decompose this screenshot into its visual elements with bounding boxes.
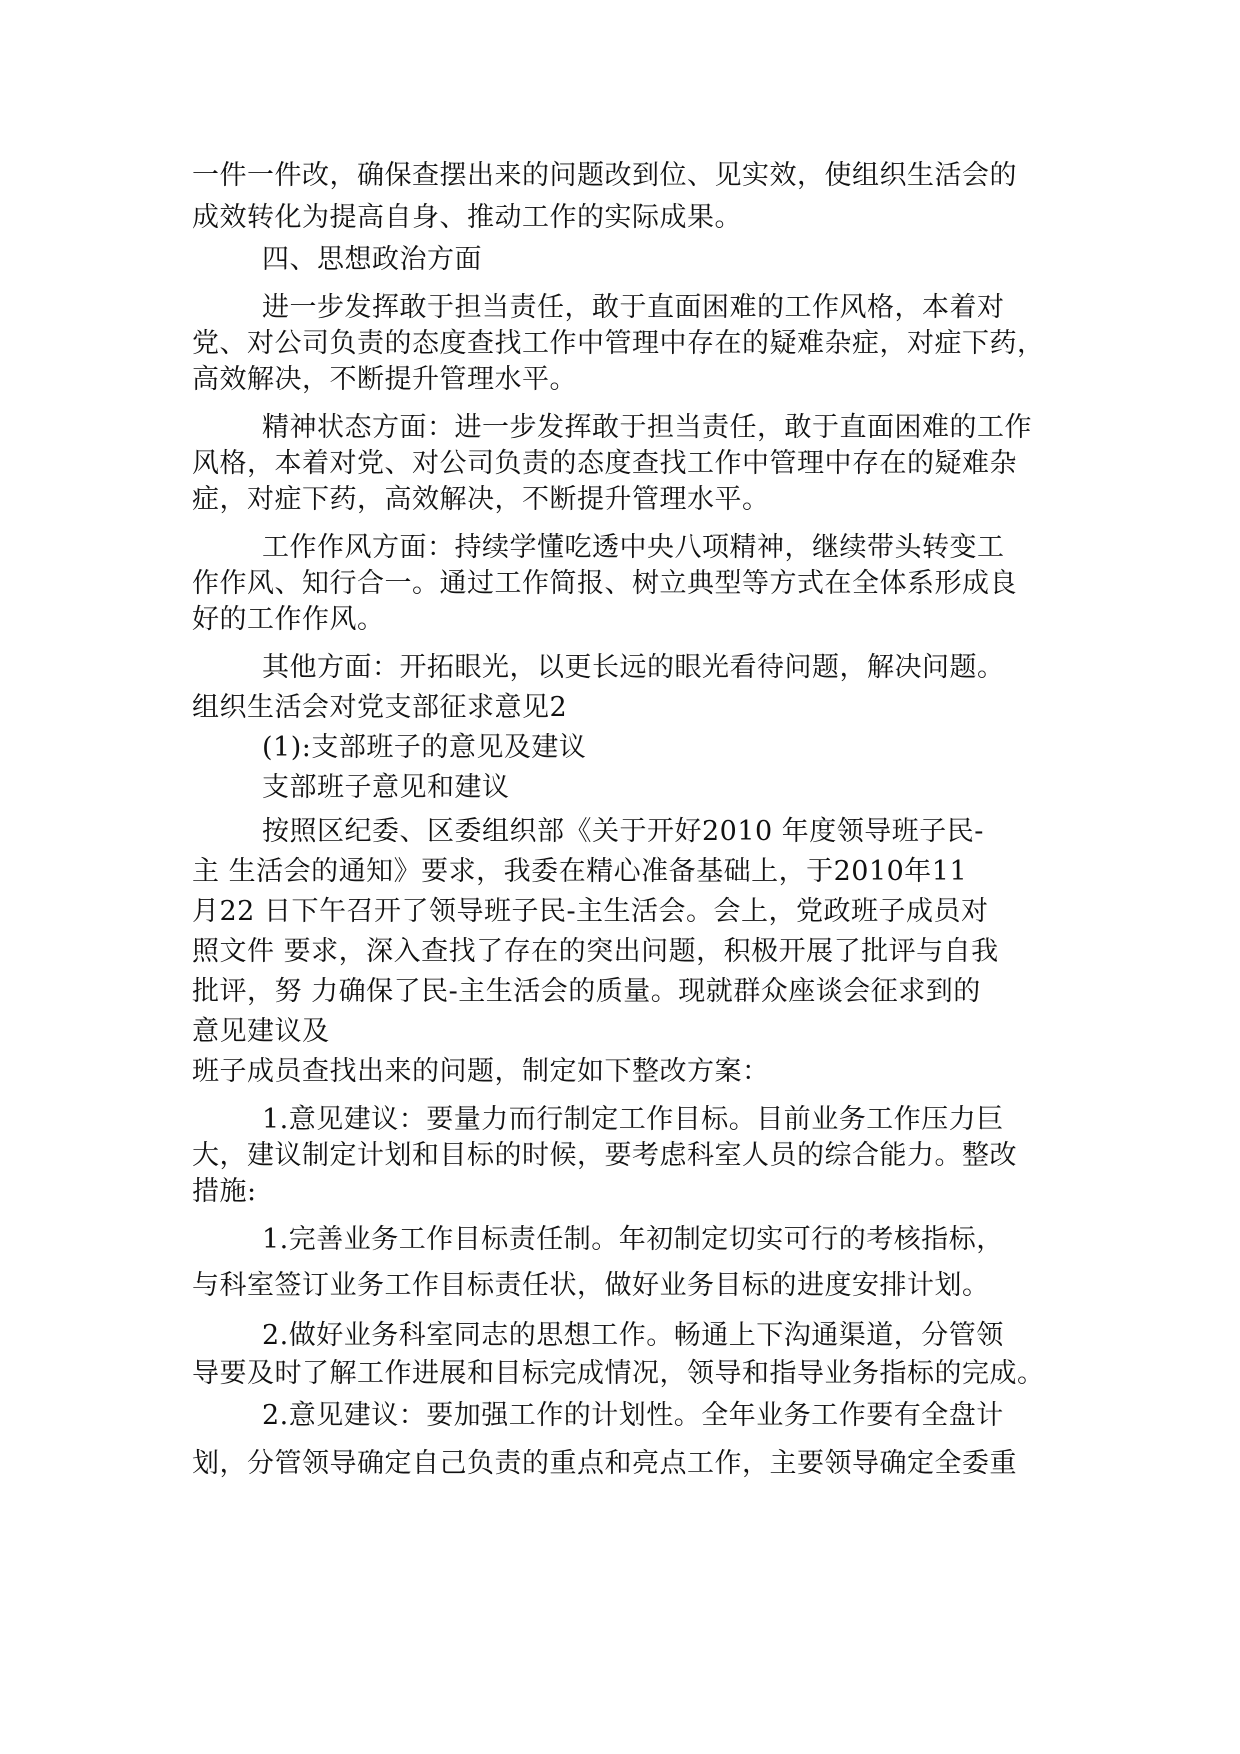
text-line: 2.做好业务科室同志的思想工作。畅通上下沟通渠道，分管领	[262, 1320, 1004, 1351]
text-line: 措施:	[192, 1176, 257, 1207]
subheading: 支部班子意见和建议	[262, 772, 510, 803]
text-line: 月22 日下午召开了领导班子民-主生活会。会上，党政班子成员对	[192, 896, 989, 927]
text-line: 好的工作作风。	[192, 604, 385, 635]
text-line: 高效解决，不断提升管理水平。	[192, 364, 577, 395]
text-line: 按照区纪委、区委组织部《关于开好2010 年度领导班子民-	[262, 816, 984, 847]
text-line: 导要及时了解工作进展和目标完成情况，领导和指导业务指标的完成。	[192, 1358, 1045, 1389]
text-line: 作作风、知行合一。通过工作简报、树立典型等方式在全体系形成良	[192, 568, 1017, 599]
text-line: 风格，本着对党、对公司负责的态度查找工作中管理中存在的疑难杂	[192, 448, 1017, 479]
text-line: 班子成员查找出来的问题，制定如下整改方案：	[192, 1056, 770, 1087]
section-title: 组织生活会对党支部征求意见2	[192, 692, 568, 723]
text-line: 批评，努 力确保了民-主生活会的质量。现就群众座谈会征求到的	[192, 976, 981, 1007]
text-line: 1.完善业务工作目标责任制。年初制定切实可行的考核指标，	[262, 1224, 1004, 1255]
text-line: 与科室签订业务工作目标责任状，做好业务目标的进度安排计划。	[192, 1270, 990, 1301]
text-line: 党、对公司负责的态度查找工作中管理中存在的疑难杂症，对症下药，	[192, 328, 1045, 359]
text-line: 照文件 要求，深入查找了存在的突出问题，积极开展了批评与自我	[192, 936, 999, 967]
text-line: 一件一件改，确保查摆出来的问题改到位、见实效，使组织生活会的	[192, 160, 1017, 191]
text-line: 成效转化为提高自身、推动工作的实际成果。	[192, 202, 742, 233]
text-line: 大，建议制定计划和目标的时候，要考虑科室人员的综合能力。整改	[192, 1140, 1017, 1171]
text-line: 工作作风方面：持续学懂吃透中央八项精神，继续带头转变工	[262, 532, 1005, 563]
text-line: 进一步发挥敢于担当责任，敢于直面困难的工作风格，本着对	[262, 292, 1005, 323]
text-line: 主 生活会的通知》要求，我委在精心准备基础上，于2010年11	[192, 856, 968, 887]
text-line: 意见建议及	[192, 1016, 330, 1047]
text-line: 症，对症下药，高效解决，不断提升管理水平。	[192, 484, 770, 515]
subheading: (1):支部班子的意见及建议	[262, 732, 587, 763]
text-line: 划，分管领导确定自己负责的重点和亮点工作，主要领导确定全委重	[192, 1448, 1017, 1479]
text-line: 精神状态方面：进一步发挥敢于担当责任，敢于直面困难的工作	[262, 412, 1032, 443]
text-line: 其他方面：开拓眼光，以更长远的眼光看待问题，解决问题。	[262, 652, 1005, 683]
text-line: 1.意见建议：要量力而行制定工作目标。目前业务工作压力巨	[262, 1104, 1004, 1135]
section-heading: 四、思想政治方面	[262, 244, 482, 275]
text-line: 2.意见建议：要加强工作的计划性。全年业务工作要有全盘计	[262, 1400, 1004, 1431]
